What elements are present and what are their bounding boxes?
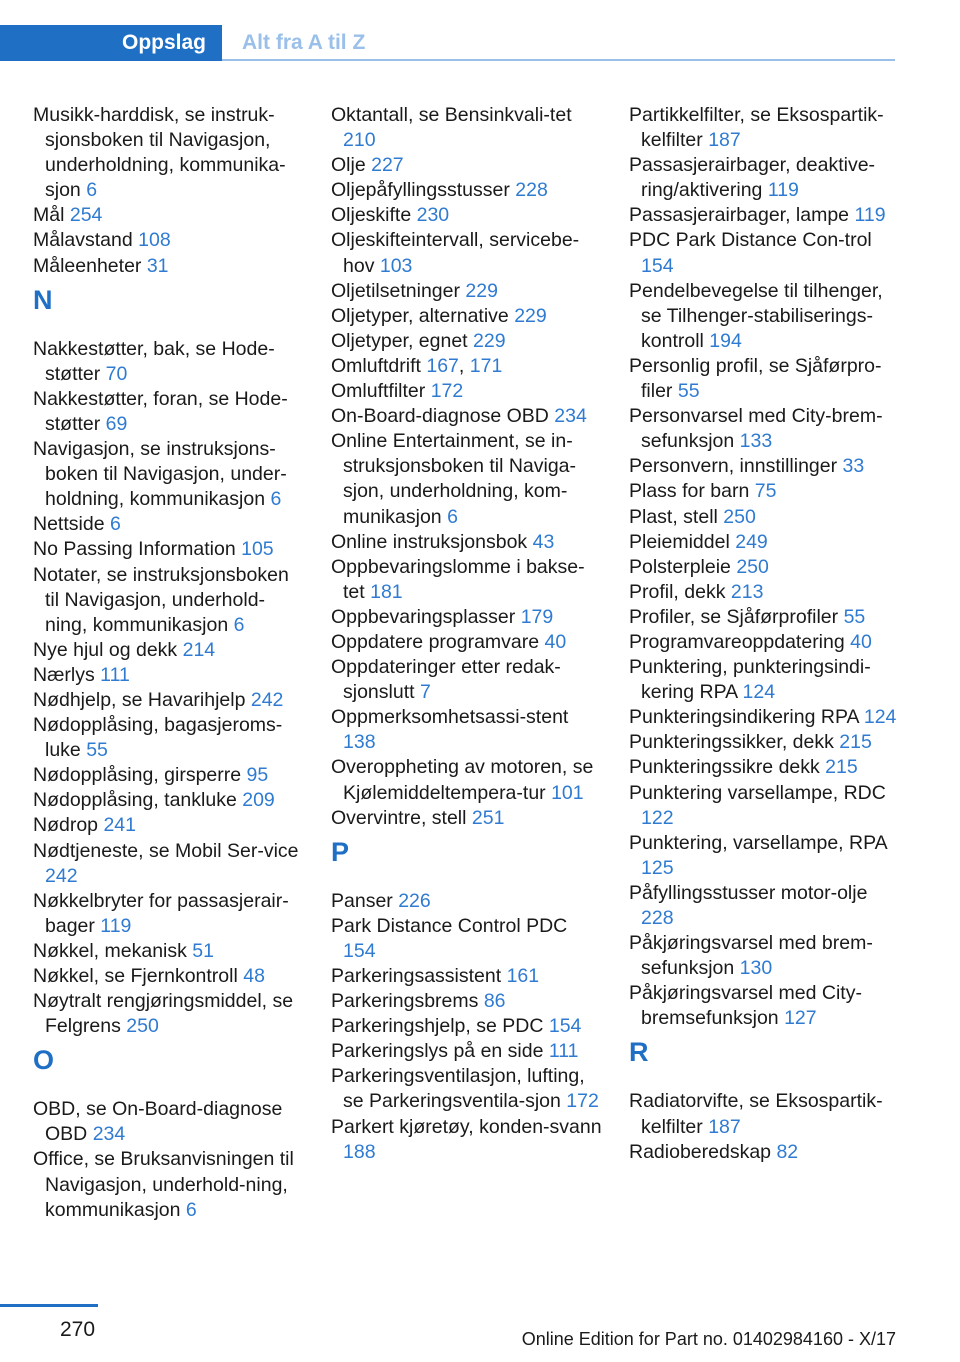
entry-term: Radioberedskap xyxy=(629,1140,777,1163)
entry-term: Programvareoppdatering xyxy=(629,630,851,653)
page-link[interactable]: 179 xyxy=(520,605,554,628)
index-entry xyxy=(629,203,901,228)
page-link[interactable]: 213 xyxy=(730,580,764,603)
entry-term: OBD, se On-Board-diagnose OBD xyxy=(33,1098,283,1146)
entry-term: Personlig profil, se Sjåførpro-filer xyxy=(629,354,882,403)
index-entry xyxy=(331,329,603,354)
entry-term: Omluftfilter xyxy=(331,380,431,403)
page-link[interactable]: 229 xyxy=(473,329,506,352)
index-entry xyxy=(331,228,603,278)
entry-term: Nødopplåsing, girsperre xyxy=(33,764,247,787)
index-entry xyxy=(33,1147,305,1222)
page-link[interactable]: 108 xyxy=(138,229,171,252)
page-link[interactable]: 154 xyxy=(641,254,674,277)
index-entry xyxy=(629,755,901,780)
page-link[interactable]: 48 xyxy=(243,965,265,987)
entry-term: Oktantall, se Bensinkvali-tet xyxy=(331,104,572,126)
entry-term: Online Entertainment, se in-struksjonsboken til Naviga-sjon, underholdning, kom-munikasjon xyxy=(331,430,577,528)
entry-term: Overvintre, stell xyxy=(331,806,472,829)
page-link[interactable]: 55 xyxy=(677,380,700,403)
index-entry xyxy=(331,1039,603,1064)
entry-term: Nye hjul og dekk xyxy=(33,638,183,661)
index-entry xyxy=(629,228,901,278)
header-tabbar xyxy=(0,25,895,61)
page-link[interactable]: 40 xyxy=(544,630,567,653)
index-entry xyxy=(33,254,305,279)
edition-note: Online Edition for Part no. 01402984160 - X/17 xyxy=(521,1329,896,1349)
tab-divider xyxy=(222,59,895,61)
index-entry xyxy=(33,889,305,939)
page-link[interactable]: 111 xyxy=(548,1040,579,1063)
entry-term: Partikkelfilter, se Eksospartik-kelfilter xyxy=(629,104,884,152)
index-entry xyxy=(629,103,901,153)
index-entry xyxy=(629,1089,901,1139)
entry-term: Oppbevaringsplasser xyxy=(331,605,521,628)
index-entry xyxy=(331,279,603,304)
entry-term: Passasjerairbager, lampe xyxy=(629,204,855,227)
index-entry xyxy=(629,981,901,1031)
page-link[interactable]: 210 xyxy=(343,129,376,152)
index-entry xyxy=(33,437,305,512)
index-entry xyxy=(331,630,603,655)
index-entry xyxy=(629,730,901,755)
page-number: 270 xyxy=(60,1318,96,1341)
page-link[interactable]: 75 xyxy=(754,480,777,503)
page-link[interactable]: 55 xyxy=(843,605,866,628)
entry-term: Profil, dekk xyxy=(629,580,731,603)
entry-term: Nærlys xyxy=(33,663,101,686)
index-column-2 xyxy=(331,103,603,1165)
entry-term: Oppdatere programvare xyxy=(331,630,545,653)
index-entry xyxy=(331,755,603,805)
entry-term: Nødtjeneste, se Mobil Ser-vice xyxy=(33,839,299,862)
index-entry xyxy=(331,989,603,1014)
index-entry xyxy=(33,713,305,763)
page-link[interactable]: 122 xyxy=(641,806,674,829)
page-link[interactable]: 187 xyxy=(708,1115,741,1138)
page-link[interactable]: 6 xyxy=(185,1198,197,1221)
index-entry xyxy=(33,663,305,688)
entry-term: On-Board-diagnose OBD xyxy=(331,405,555,428)
entry-term: Park Distance Control PDC xyxy=(331,914,568,937)
index-entry xyxy=(629,630,901,655)
footer-rule xyxy=(0,1304,98,1307)
page-link[interactable]: 51 xyxy=(192,939,214,962)
page-link[interactable]: 226 xyxy=(398,889,431,912)
entry-term: Oppdateringer etter redak-sjonslutt xyxy=(331,656,561,704)
index-entry xyxy=(33,989,305,1039)
page-link[interactable]: 172 xyxy=(430,380,464,403)
index-entry xyxy=(33,964,305,989)
page-link[interactable]: 234 xyxy=(92,1123,126,1146)
page-link[interactable]: 172 xyxy=(566,1090,599,1113)
index-entry xyxy=(33,228,305,253)
entry-term: Oljeskifteintervall, servicebe-hov xyxy=(331,229,580,277)
index-entry xyxy=(331,914,603,964)
page-link[interactable]: 7 xyxy=(419,681,431,704)
page-link[interactable]: 242 xyxy=(45,864,78,887)
entry-term: PDC Park Distance Con-trol xyxy=(629,229,872,252)
index-entry xyxy=(33,512,305,537)
page-link[interactable]: 209 xyxy=(242,789,275,812)
page-link[interactable]: 125 xyxy=(641,856,674,879)
entry-term: Punkteringsindikering RPA xyxy=(629,706,864,729)
entry-term: Polsterpleie xyxy=(629,555,737,578)
entry-term: Oppmerksomhetsassi-stent xyxy=(331,706,569,729)
index-entry xyxy=(629,354,901,404)
page-link[interactable]: 187 xyxy=(708,129,741,152)
entry-term: Parkeringsbrems xyxy=(331,990,484,1013)
page-separator: , xyxy=(458,354,470,377)
page-link[interactable]: 119 xyxy=(854,204,886,227)
entry-term: Nødopplåsing, bagasjeroms-luke xyxy=(33,714,283,762)
page-link[interactable]: 254 xyxy=(69,204,103,227)
index-entry xyxy=(331,429,603,529)
page-link[interactable]: 103 xyxy=(379,254,413,277)
index-entry xyxy=(629,605,901,630)
index-entry xyxy=(331,178,603,203)
index-entry xyxy=(331,964,603,989)
index-entry xyxy=(33,1097,305,1147)
entry-term: Personvarsel med City-brem-sefunksjon xyxy=(629,405,883,453)
entry-term: Oljepåfyllingsstusser xyxy=(331,179,516,202)
page-link[interactable]: 234 xyxy=(554,405,587,428)
index-entry xyxy=(33,813,305,838)
index-entry xyxy=(33,387,305,437)
page-link[interactable]: 249 xyxy=(735,530,768,553)
index-entry xyxy=(331,530,603,555)
entry-term: Nakkestøtter, foran, se Hode-støtter xyxy=(33,387,288,435)
entry-term: Passasjerairbager, deaktive-ring/aktivering xyxy=(629,154,876,202)
page-link[interactable]: 82 xyxy=(776,1140,799,1163)
page-link[interactable]: 6 xyxy=(109,513,121,536)
page-link[interactable]: 33 xyxy=(842,455,865,478)
index-entry xyxy=(629,705,901,730)
index-entry xyxy=(33,688,305,713)
index-entry xyxy=(629,555,901,580)
entry-term: Nødhjelp, se Havarihjelp xyxy=(33,688,251,711)
page-link[interactable]: 70 xyxy=(105,362,128,385)
entry-term: Musikk-harddisk, se instruk-sjonsboken til Navigasjon, underholdning, kommunika-sjon xyxy=(33,104,286,202)
entry-term: Punktering, varsellampe, RPA xyxy=(629,831,887,854)
entry-term: Nødrop xyxy=(33,814,104,837)
page-link[interactable]: 119 xyxy=(767,179,799,202)
entry-term: Radiatorvifte, se Eksospartik-kelfilter xyxy=(629,1090,883,1138)
tab-oppslag[interactable]: Oppslag xyxy=(0,25,222,61)
index-entry xyxy=(331,1115,603,1165)
entry-term: Nettside xyxy=(33,513,110,536)
index-entry xyxy=(33,638,305,663)
page-link[interactable]: 171 xyxy=(469,354,503,377)
index-entry xyxy=(33,939,305,964)
index-entry xyxy=(331,655,603,705)
page-link[interactable]: 6 xyxy=(447,505,458,528)
entry-term: Office, se Bruksanvisningen til Navigasjon, underhold-ning, kommunikasjon xyxy=(33,1148,294,1221)
page-link[interactable]: 229 xyxy=(514,304,547,327)
entry-term: Påkjøringsvarsel med brem-sefunksjon xyxy=(629,932,873,980)
page-link[interactable]: 214 xyxy=(182,638,216,661)
index-entry xyxy=(33,203,305,228)
page-link[interactable]: 6 xyxy=(86,179,98,202)
entry-term: Punkteringssikre dekk xyxy=(629,756,826,779)
page-link[interactable]: 215 xyxy=(825,756,858,779)
entry-term: Parkeringslys på en side xyxy=(331,1040,549,1063)
entry-term: Nøytralt rengjøringsmiddel, se Felgrens xyxy=(33,990,294,1038)
index-entry xyxy=(629,454,901,479)
entry-term: Panser xyxy=(331,889,399,912)
entry-term: Profiler, se Sjåførprofiler xyxy=(629,605,844,628)
page-link[interactable]: 6 xyxy=(233,613,245,636)
entry-term: Oljetilsetninger xyxy=(331,279,466,302)
page-link[interactable]: 188 xyxy=(343,1140,376,1163)
index-entry xyxy=(629,530,901,555)
entry-term: Notater, se instruksjonsboken til Navigasjon, underhold-ning, kommunikasjon xyxy=(33,563,289,636)
entry-term: Nakkestøtter, bak, se Hode-støtter xyxy=(33,337,275,385)
page-link[interactable]: 101 xyxy=(551,781,584,804)
page-link[interactable]: 250 xyxy=(736,555,769,578)
entry-term: Oljetyper, egnet xyxy=(331,329,474,352)
index-column-3 xyxy=(629,103,901,1165)
index-entry xyxy=(629,831,901,881)
page-link[interactable]: 133 xyxy=(739,430,773,453)
page-link[interactable]: 230 xyxy=(416,204,450,227)
index-entry xyxy=(629,580,901,605)
page-link[interactable]: 154 xyxy=(343,939,376,962)
page-link[interactable]: 111 xyxy=(100,663,130,686)
index-entry xyxy=(629,505,901,530)
entry-term: Plast, stell xyxy=(629,505,724,528)
entry-term: Nøkkelbryter for passasjerair-bager xyxy=(33,889,289,937)
index-entry xyxy=(331,404,603,429)
entry-term: Olje xyxy=(331,154,372,177)
section-letter: O xyxy=(33,1045,55,1076)
entry-term: Målavstand xyxy=(33,229,139,252)
section-letter: P xyxy=(331,836,350,867)
entry-term: Nødopplåsing, tankluke xyxy=(33,789,243,812)
index-entry xyxy=(629,781,901,831)
entry-term: Overoppheting av motoren, se Kjølemiddeltempera-tur xyxy=(331,756,594,804)
entry-term: Parkeringshjelp, se PDC xyxy=(331,1015,549,1038)
index-entry xyxy=(629,404,901,454)
page-link[interactable]: 124 xyxy=(863,706,897,729)
entry-term: Punktering varsellampe, RDC xyxy=(629,781,886,804)
section-letter: R xyxy=(629,1037,649,1068)
entry-term: Parkeringsventilasjon, lufting, se Parkeringsventila-sjon xyxy=(331,1065,585,1113)
page-link[interactable]: 154 xyxy=(548,1015,582,1038)
page-link[interactable]: 194 xyxy=(709,329,742,352)
index-entry xyxy=(331,555,603,605)
index-entry xyxy=(331,1014,603,1039)
index-entry xyxy=(33,337,305,387)
index-entry xyxy=(629,279,901,354)
page-link[interactable]: 124 xyxy=(742,681,776,704)
entry-term: Pleiemiddel xyxy=(629,530,736,553)
page-link[interactable]: 40 xyxy=(850,630,872,653)
page-link[interactable]: 105 xyxy=(241,538,274,561)
page-link[interactable]: 167 xyxy=(426,354,459,377)
page-link[interactable]: 227 xyxy=(371,154,404,177)
page-link[interactable]: 229 xyxy=(465,279,498,302)
index-entry xyxy=(331,203,603,228)
page-link[interactable]: 55 xyxy=(86,739,108,762)
page-link[interactable]: 43 xyxy=(532,530,555,553)
page-link[interactable]: 6 xyxy=(270,488,282,511)
page-link[interactable]: 215 xyxy=(839,731,872,754)
entry-term: Oppbevaringslomme i bakse-tet xyxy=(331,555,585,603)
page-link[interactable]: 95 xyxy=(246,764,269,787)
page-link[interactable]: 242 xyxy=(250,688,284,711)
index-entry xyxy=(331,354,603,379)
section-letter: N xyxy=(33,284,53,315)
entry-term: Plass for barn xyxy=(629,480,755,503)
index-entry xyxy=(33,103,305,203)
index-entry xyxy=(331,605,603,630)
index-entry xyxy=(331,304,603,329)
page-link[interactable]: 127 xyxy=(784,1007,817,1030)
page-link[interactable]: 241 xyxy=(103,814,136,837)
entry-term: Måleenheter xyxy=(33,254,147,277)
index-entry xyxy=(33,788,305,813)
index-entry xyxy=(33,563,305,638)
page-link[interactable]: 138 xyxy=(343,731,376,754)
page-link[interactable]: 250 xyxy=(723,505,756,528)
page-link[interactable]: 119 xyxy=(100,914,132,937)
tab-alt-fra-a-til-z[interactable]: Alt fra A til Z xyxy=(242,31,366,54)
entry-term: Nøkkel, mekanisk xyxy=(33,939,193,962)
entry-term: Nøkkel, se Fjernkontroll xyxy=(33,965,244,987)
page-link[interactable]: 69 xyxy=(105,412,128,435)
index-entry xyxy=(33,763,305,788)
index-entry xyxy=(33,537,305,562)
entry-term: No Passing Information xyxy=(33,538,242,561)
entry-term: Navigasjon, se instruksjons-boken til Navigasjon, under-holdning, kommunikasjon xyxy=(33,438,287,511)
entry-term: Personvern, innstillinger xyxy=(629,455,843,478)
page-link[interactable]: 181 xyxy=(370,580,403,603)
page-link[interactable]: 251 xyxy=(471,806,505,829)
index-entry xyxy=(331,153,603,178)
index-entry xyxy=(629,931,901,981)
index-entry xyxy=(331,379,603,404)
index-entry xyxy=(629,1140,901,1165)
entry-term: Oljetyper, alternative xyxy=(331,304,515,327)
entry-term: Pendelbevegelse til tilhenger, se Tilhenger-stabiliserings-kontroll xyxy=(629,279,883,352)
entry-term: Mål xyxy=(33,204,70,227)
index-entry xyxy=(629,153,901,203)
page-link[interactable]: 31 xyxy=(146,254,169,277)
index-column-1 xyxy=(33,103,305,1223)
entry-term: Parkeringsassistent xyxy=(331,965,507,987)
page-link[interactable]: 86 xyxy=(483,990,506,1013)
index-entry xyxy=(629,881,901,931)
index-entry xyxy=(33,839,305,889)
index-entry xyxy=(331,889,603,914)
entry-term: Punkteringssikker, dekk xyxy=(629,731,840,754)
page-link[interactable]: 228 xyxy=(641,907,674,929)
index-entry xyxy=(331,806,603,831)
entry-term: Påfyllingsstusser motor-olje xyxy=(629,881,868,904)
page-link[interactable]: 228 xyxy=(515,179,548,202)
page-link[interactable]: 130 xyxy=(739,957,773,980)
page-link[interactable]: 250 xyxy=(126,1015,159,1038)
entry-term: Punktering, punkteringsindi-kering RPA xyxy=(629,656,871,704)
page-link[interactable]: 161 xyxy=(506,965,540,987)
index-entry xyxy=(331,705,603,755)
entry-term: Oljeskifte xyxy=(331,204,417,227)
index-entry xyxy=(331,103,603,153)
index-entry xyxy=(629,655,901,705)
entry-term: Påkjøringsvarsel med City-bremsefunksjon xyxy=(629,982,862,1030)
index-entry xyxy=(331,1064,603,1114)
entry-term: Parkert kjøretøy, konden-svann xyxy=(331,1115,602,1138)
entry-term: Omluftdrift xyxy=(331,354,427,377)
index-entry xyxy=(629,479,901,504)
entry-term: Online instruksjonsbok xyxy=(331,530,533,553)
